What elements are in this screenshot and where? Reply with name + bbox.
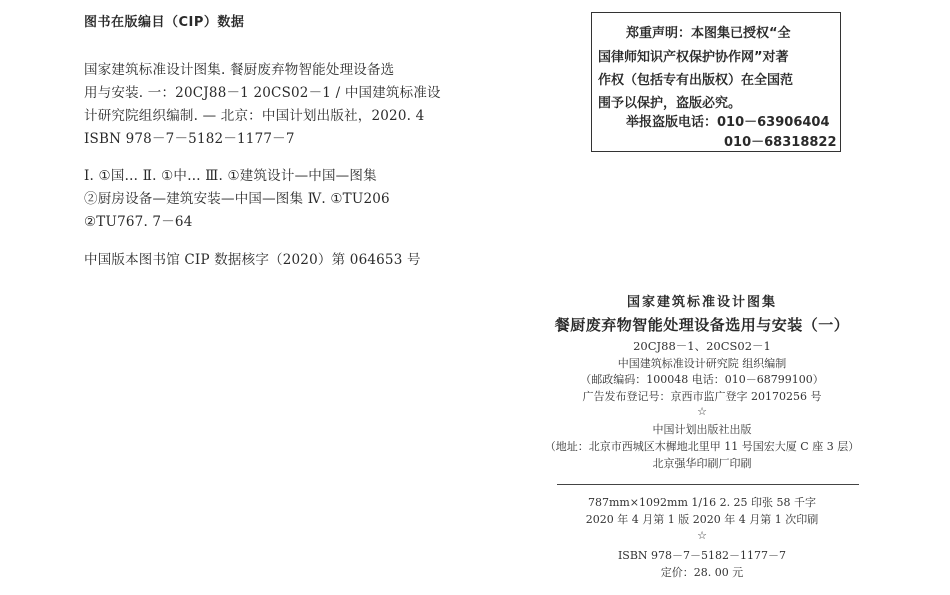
star-icon: ☆ (697, 405, 707, 418)
series-title: 国家建筑标准设计图集 (626, 295, 778, 310)
publisher-address: （地址：北京市西城区木樨地北里甲 11 号国宏大厦 C 座 3 层） (544, 440, 860, 453)
standard-codes: 20CJ88－1、20CS02－1 (633, 339, 771, 353)
cip-class-line: ②TU767. 7－64 (84, 214, 193, 230)
notice-line: 围予以保护，盗版必究。 (598, 96, 742, 111)
ad-registration: 广告发布登记号：京西市监广登字 20170256 号 (582, 390, 822, 403)
piracy-hotline-1: 举报盗版电话：010－63906404 (626, 115, 830, 130)
cip-desc-line: 国家建筑标准设计图集. 餐厨废弃物智能处理设备选 (84, 62, 395, 78)
star-icon: ☆ (697, 529, 707, 542)
cip-class-line: Ⅰ. ①国… Ⅱ. ①中… Ⅲ. ①建筑设计—中国—图集 (84, 168, 377, 184)
edition-info: 2020 年 4 月第 1 版 2020 年 4 月第 1 次印刷 (585, 513, 819, 526)
piracy-notice-box (591, 12, 841, 152)
price: 定价：28. 00 元 (660, 566, 744, 579)
book-title: 餐厨废弃物智能处理设备选用与安装（一） (554, 316, 850, 334)
printer: 北京强华印刷厂印刷 (652, 457, 752, 470)
publisher: 中国计划出版社出版 (652, 423, 752, 436)
postal-phone: （邮政编码：100048 电话：010－68799100） (580, 373, 824, 386)
notice-line: 作权（包括专有出版权）在全国范 (598, 73, 794, 88)
cip-isbn: ISBN 978－7－5182－1177－7 (84, 131, 295, 147)
cip-desc-line: 计研究院组织编制. — 北京：中国计划出版社，2020. 4 (84, 108, 425, 124)
format-specs: 787mm×1092mm 1/16 2. 25 印张 58 千字 (587, 496, 817, 509)
isbn: ISBN 978－7－5182－1177－7 (617, 549, 787, 562)
cip-verification: 中国版本图书馆 CIP 数据核字（2020）第 064653 号 (84, 252, 421, 268)
editor: 中国建筑标准设计研究院 组织编制 (617, 357, 787, 370)
notice-line: 郑重声明：本图集已授权“全 (626, 26, 791, 41)
notice-line: 国律师知识产权保护协作网”对著 (598, 50, 789, 65)
cip-desc-line: 用与安装. 一：20CJ88－1 20CS02－1 / 中国建筑标准设 (84, 85, 441, 101)
divider (557, 484, 859, 485)
piracy-hotline-2: 010－68318822 (724, 135, 837, 150)
cip-class-line: ②厨房设备—建筑安装—中国—图集 Ⅳ. ①TU206 (84, 191, 390, 207)
cip-heading: 图书在版编目（CIP）数据 (84, 15, 245, 30)
